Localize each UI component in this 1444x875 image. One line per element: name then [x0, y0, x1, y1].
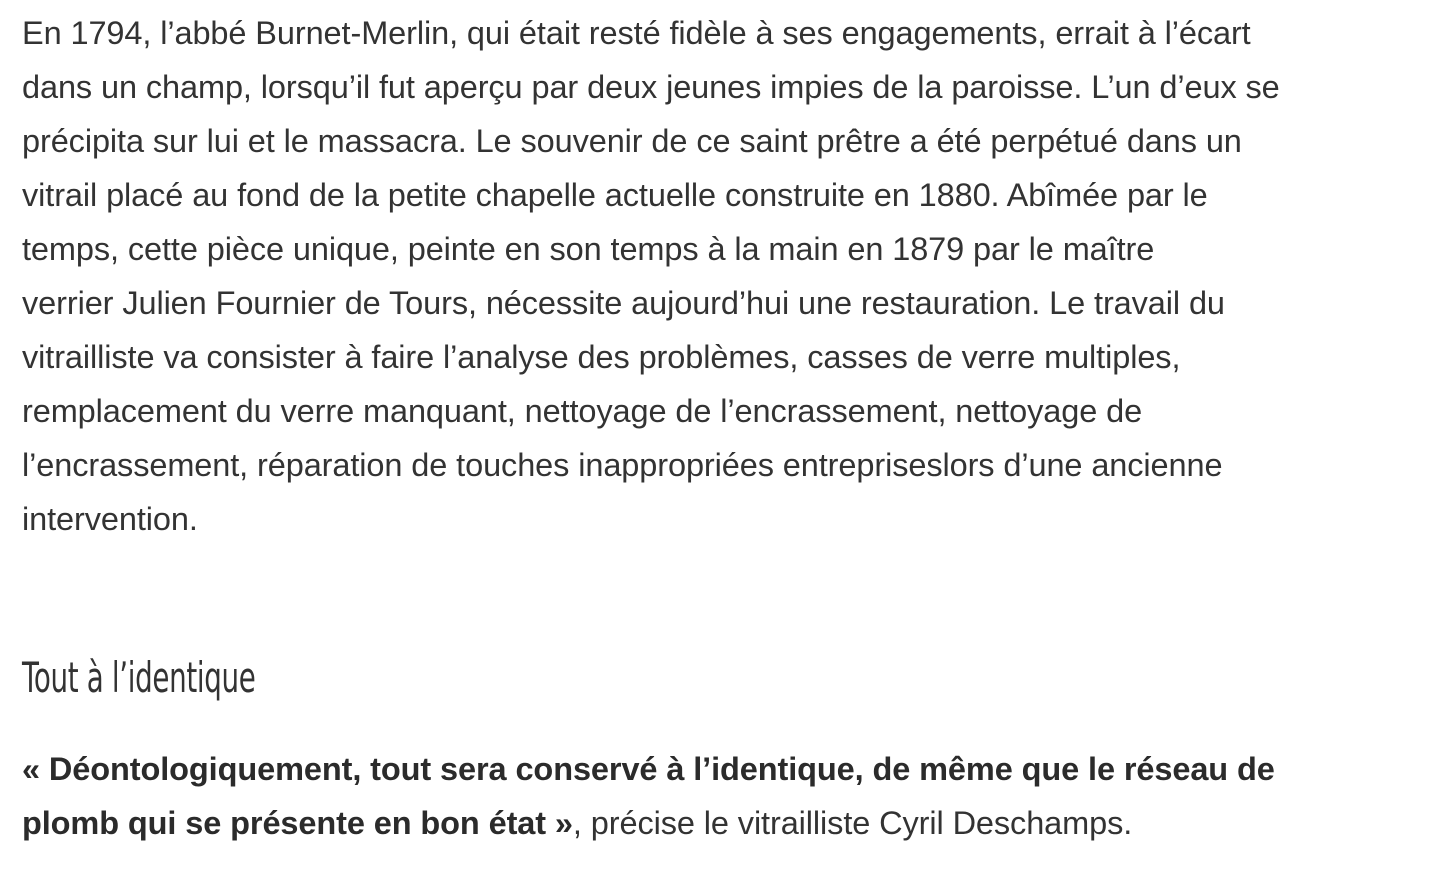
paragraph-line: temps, cette pièce unique, peinte en son temps à la main en 1879 par le maître: [22, 231, 1155, 267]
quote-paragraph: [22, 742, 1432, 850]
paragraph-line: verrier Julien Fournier de Tours, nécessite aujourd’hui une restauration. Le travail du: [22, 285, 1225, 321]
quote-attribution: , précise le vitrailliste Cyril Deschamps.: [572, 805, 1133, 841]
section-heading: Tout à l’identique: [22, 653, 256, 702]
paragraph-line: vitrail placé au fond de la petite chapelle actuelle construite en 1880. Abîmée par le: [22, 177, 1208, 213]
paragraph-line: précipita sur lui et le massacra. Le souvenir de ce saint prêtre a été perpétué dans un: [22, 123, 1242, 159]
paragraph-line: En 1794, l’abbé Burnet-Merlin, qui était resté fidèle à ses engagements, errait à l’écart: [22, 15, 1251, 51]
paragraph-line: intervention.: [22, 501, 198, 537]
paragraph-line: remplacement du verre manquant, nettoyage de l’encrassement, nettoyage de: [22, 393, 1143, 429]
paragraph-line: l’encrassement, réparation de touches inappropriées entrepriseslors d’une ancienne: [22, 447, 1223, 483]
article-paragraph: [22, 6, 1432, 546]
quote-bold-line: plomb qui se présente en bon état »: [22, 805, 573, 841]
article-body: [22, 6, 1432, 841]
paragraph-line: dans un champ, lorsqu’il fut aperçu par deux jeunes impies de la paroisse. L’un d’eux se: [22, 69, 1280, 105]
quote-bold-line: « Déontologiquement, tout sera conservé à l’identique, de même que le réseau de: [22, 751, 1275, 787]
paragraph-line: vitrailliste va consister à faire l’analyse des problèmes, casses de verre multiples,: [22, 339, 1181, 375]
